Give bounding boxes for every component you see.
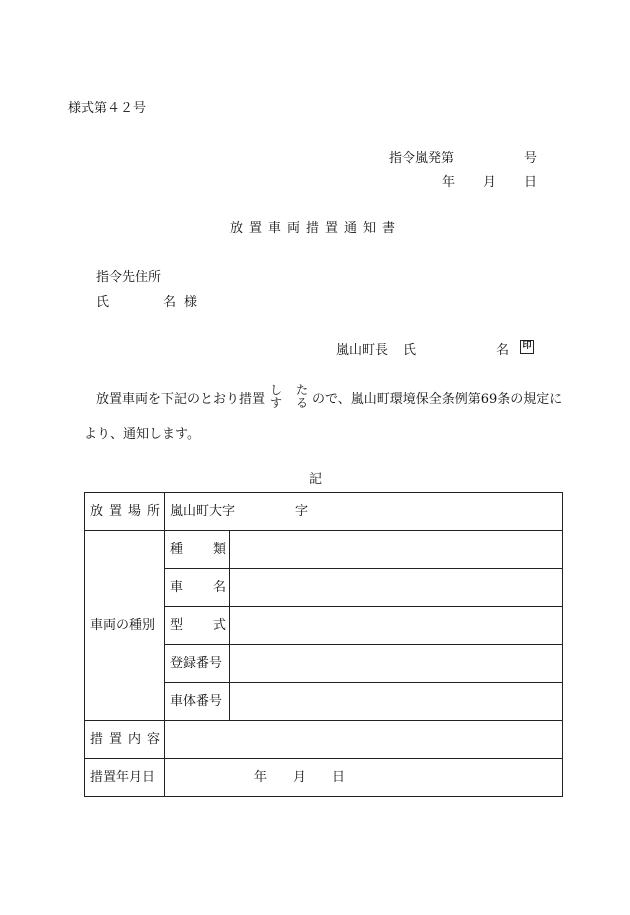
body-text-line1-end: ので、嵐山町環境保全条例第69条の規定に — [312, 392, 563, 407]
table-row — [85, 531, 563, 569]
table-row — [85, 721, 563, 759]
location-value — [165, 493, 563, 531]
body-choice-stack-1 — [270, 384, 282, 410]
location-label: 放置場所 — [85, 493, 165, 531]
registration-number-value — [230, 645, 563, 683]
form-number: 様式第４２号 — [68, 101, 147, 116]
table-row — [85, 759, 563, 797]
directive-number-prefix: 指令嵐発第 — [389, 151, 455, 166]
body-text-line2: より、通知します。 — [84, 427, 200, 442]
measure-content-value — [165, 721, 563, 759]
recipient-name-label-b: 名様 — [163, 295, 206, 310]
seal-icon: 印 — [520, 340, 534, 354]
vehicle-name-label — [165, 569, 230, 607]
vehicle-name-label-a: 車 — [170, 580, 184, 595]
vehicle-kind-label-a: 種 — [170, 542, 184, 557]
issuer-title: 嵐山町長 — [336, 343, 389, 358]
body-choice-1-top: し — [270, 383, 283, 397]
issuer-name-label-a: 氏 — [403, 343, 417, 358]
issue-date-year: 年 — [442, 175, 456, 190]
vehicle-kind-label — [165, 531, 230, 569]
body-text-line1-start: 放置車両を下記のとおり措置 — [96, 392, 266, 407]
measure-date-label: 措置年月日 — [85, 759, 165, 797]
vehicle-kind-value — [230, 531, 563, 569]
ki-heading: 記 — [309, 472, 323, 487]
chassis-number-value — [230, 683, 563, 721]
measure-content-label: 措置内容 — [85, 721, 165, 759]
document-title: 放置車両措置通知書 — [230, 221, 402, 236]
measure-date-year: 年 — [254, 770, 268, 785]
location-value-b: 字 — [295, 504, 309, 519]
recipient-name-label-a: 氏 — [96, 295, 110, 310]
issue-date-month: 月 — [483, 175, 497, 190]
issuer-name-label-b: 名 — [496, 343, 510, 358]
chassis-number-label: 車体番号 — [165, 683, 230, 721]
measure-date-day: 日 — [332, 770, 346, 785]
vehicle-model-label — [165, 607, 230, 645]
body-choice-stack-2 — [296, 384, 308, 410]
vehicle-name-value — [230, 569, 563, 607]
vehicle-kind-label-b: 類 — [212, 542, 226, 557]
vehicle-model-label-b: 式 — [212, 618, 226, 633]
directive-number-suffix: 号 — [524, 151, 538, 166]
vehicle-record-table — [84, 492, 563, 797]
vehicle-model-label-a: 型 — [170, 618, 184, 633]
vehicle-type-label: 車両の種別 — [85, 531, 165, 721]
vehicle-name-label-b: 名 — [212, 580, 226, 595]
body-choice-2-bottom: る — [296, 396, 309, 410]
table-row — [85, 493, 563, 531]
issue-date-day: 日 — [524, 175, 538, 190]
vehicle-model-value — [230, 607, 563, 645]
recipient-address-label: 指令先住所 — [96, 270, 162, 285]
measure-date-value — [165, 759, 563, 797]
location-value-a: 嵐山町大字 — [170, 504, 236, 519]
registration-number-label: 登録番号 — [165, 645, 230, 683]
measure-date-month: 月 — [293, 770, 307, 785]
body-choice-1-bottom: す — [270, 396, 283, 410]
body-choice-2-top: た — [296, 383, 309, 397]
